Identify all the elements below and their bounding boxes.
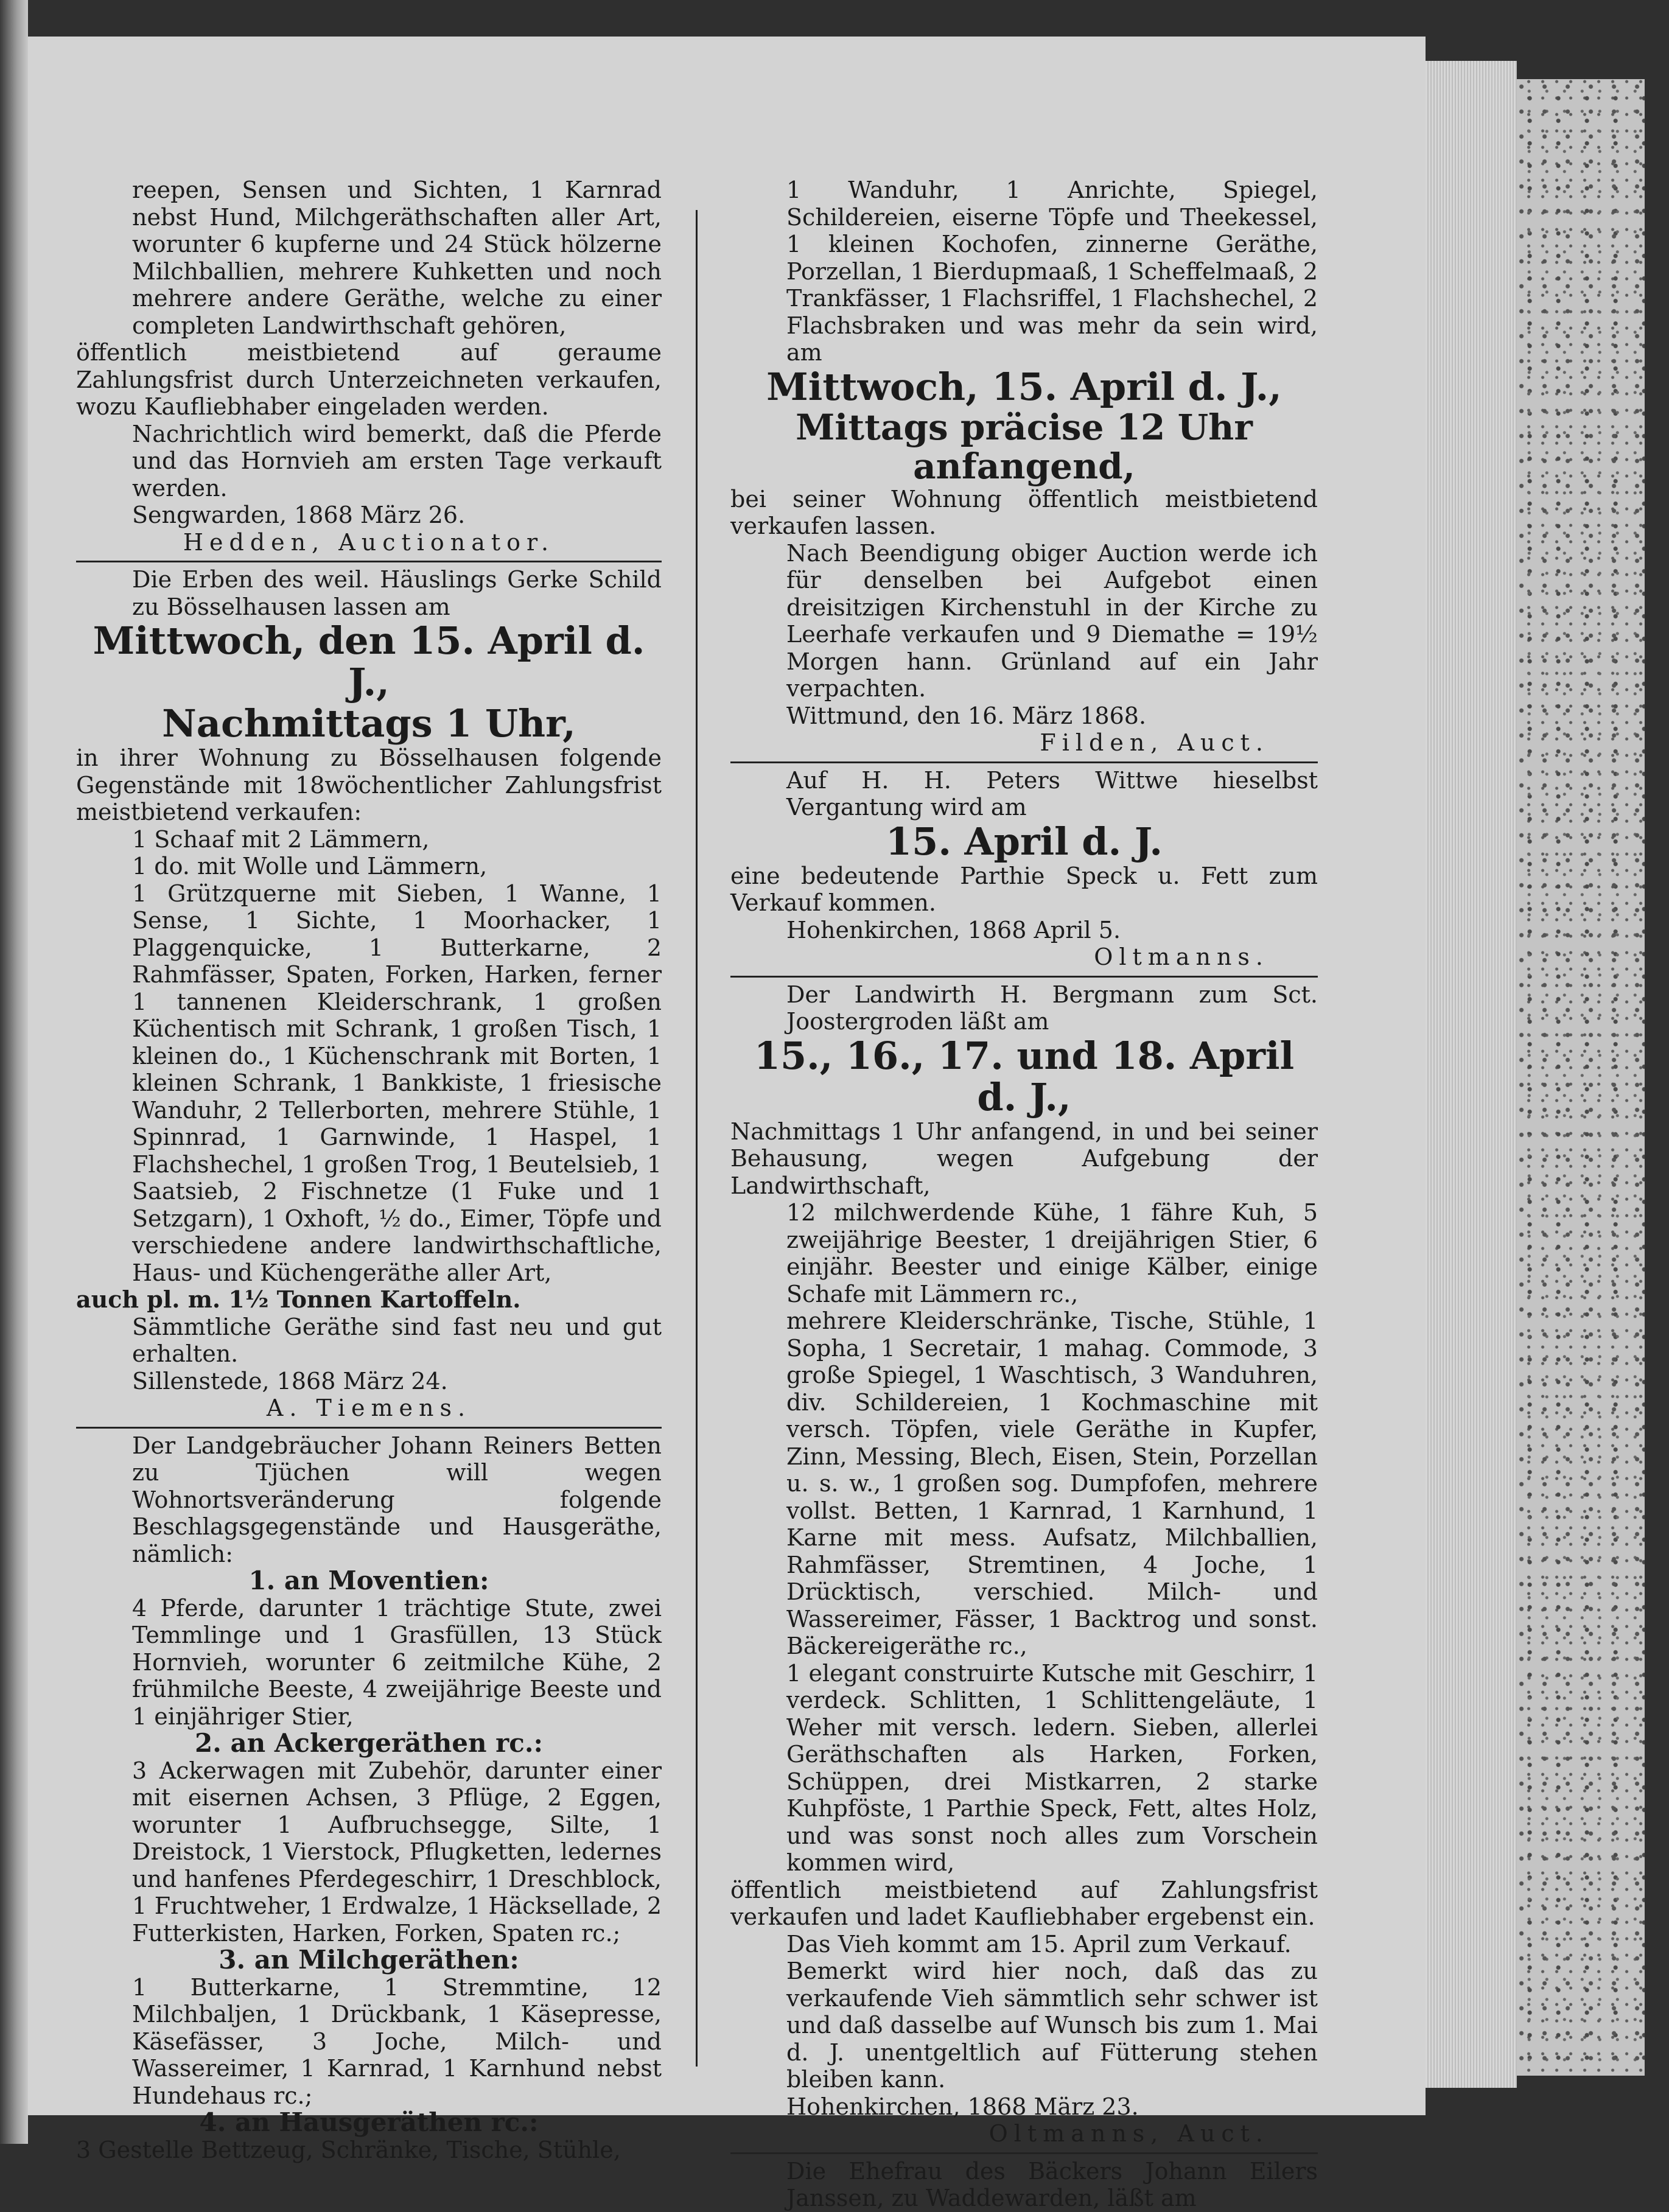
ad-list-item: 12 milchwerdende Kühe, 1 fähre Kuh, 5 zweijährige Beester, 1 dreijährigen Stier, 6 einjähr. Beester und einige Kälber, einige Schafe mit Lämmern rc., <box>786 1199 1318 1307</box>
ad-intro: Auf H. H. Peters Wittwe hieselbst Vergantung wird am <box>786 766 1318 821</box>
ad-intro: Die Ehefrau des Bäckers Johann Eilers Janssen, zu Waddewarden, läßt am <box>786 2157 1318 2211</box>
left-column <box>76 177 662 2163</box>
ad-place-date: Hohenkirchen, 1868 März 23. <box>786 2093 1139 2120</box>
ad-text: Nachmittags 1 Uhr anfangend, in und bei seiner Behausung, wegen Aufgebung der Landwirthschaft, <box>730 1118 1318 1199</box>
divider <box>730 976 1318 978</box>
ad-signature: Oltmanns. <box>1094 943 1269 970</box>
divider <box>76 561 662 562</box>
divider <box>76 1427 662 1429</box>
right-column <box>730 177 1318 2212</box>
ad-note: Sämmtliche Geräthe sind fast neu und gut erhalten. <box>132 1313 662 1367</box>
section-heading: 3. an Milchgeräthen: <box>219 1945 519 1975</box>
ad-list-item: 1 Schaaf mit 2 Lämmern, <box>132 825 430 853</box>
ad-items: reepen, Sensen und Sichten, 1 Karnrad nebst Hund, Milchgeräthschaften aller Art, worunter 6 kupferne und 24 Stück hölzerne Milchballien, mehrere Kuhketten und noch mehrere andere Geräthe, welche zu einer completen Landwirthschaft gehören, <box>132 177 662 339</box>
ad-potatoes: auch pl. m. 1½ Tonnen Kartoffeln. <box>76 1286 521 1313</box>
ad-date-heading: 15. April d. J. <box>886 819 1163 864</box>
ad-text: in ihrer Wohnung zu Bösselhausen folgende Gegenstände mit 18wöchentlicher Zahlungsfrist meistbietend verkaufen: <box>76 744 662 825</box>
ad-note: Das Vieh kommt am 15. April zum Verkauf. <box>786 1930 1292 1958</box>
ad-hedden <box>76 177 662 556</box>
section-text: 1 Butterkarne, 1 Stremmtine, 12 Milchbaljen, 1 Drückbank, 1 Käsepresse, Käsefässer, 3 Joche, Milch- und Wassereimer, 1 Karnrad, 1 Karnhund nebst Hundehaus rc.; <box>132 1973 662 2109</box>
ad-janssen <box>730 2158 1318 2212</box>
ad-intro: Die Erben des weil. Häuslings Gerke Schild zu Bösselhausen lassen am <box>132 566 662 620</box>
ad-sale-text: öffentlich meistbietend auf Zahlungsfrist verkaufen und ladet Kaufliebhaber ergebenst ein. <box>730 1876 1318 1930</box>
ad-sale-text: öffentlich meistbietend auf geraume Zahlungsfrist durch Unterzeichneten verkaufen, wozu Kaufliebhaber eingeladen werden. <box>76 339 662 420</box>
divider <box>730 2152 1318 2154</box>
ad-schild <box>76 566 662 1422</box>
ad-peters <box>730 767 1318 971</box>
ad-date-heading: Mittwoch, den 15. April d. J., <box>93 618 645 704</box>
divider <box>730 761 1318 763</box>
ad-list-item: mehrere Kleiderschränke, Tische, Stühle, 1 Sopha, 1 Secretair, 1 mahag. Commode, 3 große Spiegel, 1 Waschtisch, 3 Wanduhren, div. Schildereien, 1 Kochmaschine mit versch. Töpfen, viele Geräthe in Kupfer, Zinn, Messing, Blech, Eisen, Stein, Porzellan u. s. w., 1 großen sog. Dumpfofen, mehrere vollst. Betten, 1 Karnrad, 1 Karnhund, 1 Karne mit mess. Aufsatz, Milchballien, Rahmfässer, Stremtinen, 4 Joche, 1 Drücktisch, verschied. Milch- und Wassereimer, Fässer, 1 Backtrog und sonst. Bäckereigeräthe rc., <box>786 1307 1318 1659</box>
section-text: 4 Pferde, darunter 1 trächtige Stute, zwei Temmlinge und 1 Grasfüllen, 13 Stück Hornvieh, worunter 6 zeitmilche Kühe, 2 frühmilche Beeste, 4 zweijährige Beeste und 1 einjähriger Stier, <box>132 1594 662 1730</box>
ad-signature: Filden, Auct. <box>1040 729 1269 756</box>
ad-place-date: Hohenkirchen, 1868 April 5. <box>786 916 1121 943</box>
ad-signature: A. Tiemens. <box>266 1395 472 1421</box>
ad-note: Nach Beendigung obiger Auction werde ich für denselben bei Aufgebot einen dreisitzigen Kirchenstuhl in der Kirche zu Leerhafe verkaufen und 9 Diemathe = 19½ Morgen hann. Grünland auf ein Jahr verpachten. <box>786 539 1318 702</box>
ad-place-date: Sengwarden, 1868 März 26. <box>132 502 466 528</box>
section-heading: 2. an Ackergeräthen rc.: <box>194 1728 544 1758</box>
book-cover-edge <box>1517 79 1645 2076</box>
ad-bergmann <box>730 981 1318 2147</box>
ad-sale-text: bei seiner Wohnung öffentlich meistbietend verkaufen lassen. <box>730 485 1318 539</box>
section-heading: 4. an Hausgeräthen rc.: <box>199 2107 539 2137</box>
adjacent-page-edge <box>0 0 28 2144</box>
ad-time-heading: Nachmittags 1 Uhr, <box>162 701 576 746</box>
section-heading: 1. an Moventien: <box>248 1566 489 1595</box>
section-text: 3 Gestelle Bettzeug, Schränke, Tische, Stühle, <box>76 2136 621 2163</box>
ad-list-item: 1 Grützquerne mit Sieben, 1 Wanne, 1 Sense, 1 Sichte, 1 Moorhacker, 1 Plaggenquicke, 1 Butterkarne, 2 Rahmfässer, Spaten, Forken, Harken, ferner 1 tannenen Kleiderschrank, 1 großen Küchentisch mit Schrank, 1 großen Tisch, 1 kleinen do., 1 Küchenschrank mit Borten, 1 kleinen Schrank, 1 Bankkiste, 1 friesische Wanduhr, 2 Tellerborten, mehrere Stühle, 1 Spinnrad, 1 Garnwinde, 1 Haspel, 1 Flachshechel, 1 großen Trog, 1 Beutelsieb, 1 Saatsieb, 2 Fischnetze (1 Fuke und 1 Setzgarn), 1 Oxhoft, ½ do., Eimer, Töpfe und verschiedene andere landwirthschaftliche, Haus- und Küchengeräthe aller Art, <box>132 880 662 1286</box>
ad-intro: Der Landwirth H. Bergmann zum Sct. Joostergroden läßt am <box>786 981 1318 1035</box>
ad-filden <box>730 177 1318 757</box>
section-text: 3 Ackerwagen mit Zubehör, darunter einer mit eisernen Achsen, 3 Pflüge, 2 Eggen, worunter 1 Aufbruchsegge, Silte, 1 Dreistock, 1 Vierstock, Pflugketten, ledernes und hanfenes Pferdegeschirr, 1 Dreschblock, 1 Fruchtweher, 1 Erdwalze, 1 Häcksellade, 2 Futterkisten, Harken, Forken, Spaten rc.; <box>132 1757 662 1947</box>
ad-items: 1 Wanduhr, 1 Anrichte, Spiegel, Schildereien, eiserne Töpfe und Theekessel, 1 kleinen Kochofen, zinnerne Geräthe, Porzellan, 1 Bierdupmaaß, 1 Scheffelmaaß, 2 Trankfässer, 1 Flachsriffel, 1 Flachshechel, 2 Flachsbraken und was mehr da sein wird, am <box>786 177 1318 366</box>
ad-date-heading: Mittwoch, 15. April d. J., <box>766 364 1282 409</box>
ad-place-date: Sillenstede, 1868 März 24. <box>132 1367 448 1395</box>
ad-list-item: 1 do. mit Wolle und Lämmern, <box>132 853 488 880</box>
ad-intro: Der Landgebräucher Johann Reiners Betten zu Tjüchen will wegen Wohnortsveränderung folgende Beschlagsgegenstände und Hausgeräthe, nämlich: <box>132 1432 662 1567</box>
ad-signature: Hedden, Auctionator. <box>183 528 555 556</box>
ad-place-date: Wittmund, den 16. März 1868. <box>786 702 1147 729</box>
ad-note: Nachrichtlich wird bemerkt, daß die Pferde und das Hornvieh am ersten Tage verkauft werden. <box>132 420 662 502</box>
column-separator <box>696 210 698 2067</box>
ad-note: Bemerkt wird hier noch, daß das zu verkaufende Vieh sämmtlich sehr schwer ist und daß dasselbe auf Wunsch bis zum 1. Mai d. J. unentgeltlich auf Fütterung stehen bleiben kann. <box>786 1958 1318 2093</box>
ad-time-heading: Mittags präcise 12 Uhr anfangend, <box>796 406 1253 487</box>
ad-text: eine bedeutende Parthie Speck u. Fett zum Verkauf kommen. <box>730 862 1318 916</box>
ad-date-heading: 15., 16., 17. und 18. April d. J., <box>754 1033 1295 1119</box>
page-stack-edge <box>1426 61 1517 2088</box>
ad-list-item: 1 elegant construirte Kutsche mit Geschirr, 1 verdeck. Schlitten, 1 Schlittengeläute, 1 Weher mit versch. ledern. Sieben, allerlei Geräthschaften als Harken, Forken, Schüppen, drei Mistkarren, 2 starke Kuhpföste, 1 Parthie Speck, Fett, altes Holz, und was sonst noch alles zum Vorschein kommen wird, <box>786 1659 1318 1876</box>
ad-betten <box>76 1432 662 2164</box>
ad-signature: Oltmanns, Auct. <box>988 2120 1269 2147</box>
